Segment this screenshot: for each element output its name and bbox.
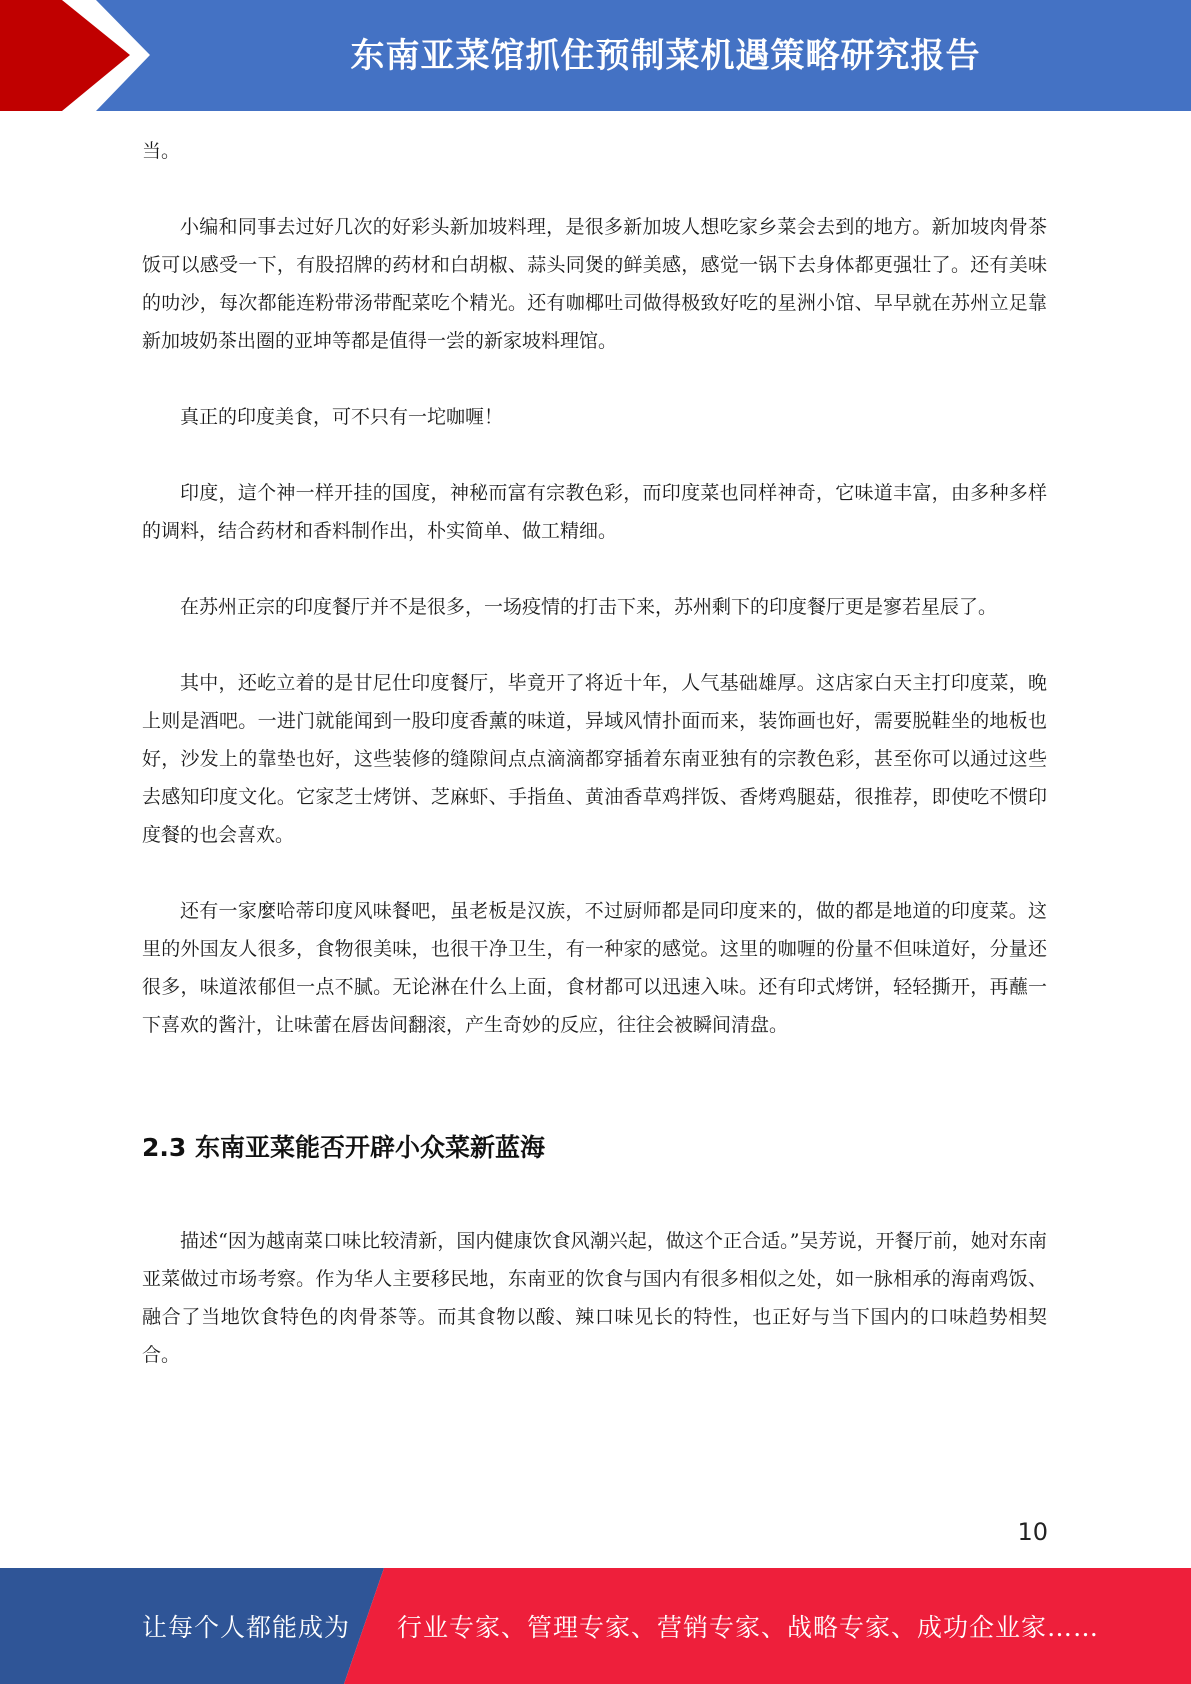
main-content bbox=[142, 132, 1047, 1374]
paragraph: 描述“因为越南菜口味比较清新，国内健康饮食风潮兴起，做这个正合适。”吴芳说，开餐厅前，她对东南亚菜做过市场考察。作为华人主要移民地，东南亚的饮食与国内有很多相似之处，如一脉相承的海南鸡饭、融合了当地饮食特色的肉骨茶等。而其食物以酸、辣口味见长的特性，也正好与当下国内的口味趋势相契合。 bbox=[142, 1230, 1047, 1366]
paragraph: 还有一家麼哈蒂印度风味餐吧，虽老板是汉族，不过厨师都是同印度来的，做的都是地道的印度菜。这里的外国友人很多，食物很美味，也很干净卫生，有一种家的感觉。这里的咖喱的份量不但味道好，分量还很多，味道浓郁但一点不腻。无论淋在什么上面，食材都可以迅速入味。还有印式烤饼，轻轻撕开，再蘸一下喜欢的酱汁，让味蕾在唇齿间翻滚，产生奇妙的反应，往往会被瞬间清盘。 bbox=[142, 900, 1047, 1036]
paragraph: 印度，這个神一样开挂的国度，神秘而富有宗教色彩，而印度菜也同样神奇，它味道丰富，由多种多样的调料，结合药材和香料制作出，朴实简单、做工精细。 bbox=[142, 482, 1047, 542]
paragraph: 小编和同事去过好几次的好彩头新加坡料理，是很多新加坡人想吃家乡菜会去到的地方。新加坡肉骨茶饭可以感受一下，有股招牌的药材和白胡椒、蒜头同煲的鲜美感，感觉一锅下去身体都更强壮了。还有美味的叻沙，每次都能连粉带汤带配菜吃个精光。还有咖椰吐司做得极致好吃的星洲小馆、早早就在苏州立足靠新加坡奶茶出圈的亚坤等都是值得一尝的新家坡料理馆。 bbox=[142, 216, 1047, 352]
page-header bbox=[0, 0, 1191, 111]
footer-slogan-left: 让每个人都能成为 bbox=[142, 1613, 351, 1642]
footer-slogan-right: 行业专家、管理专家、营销专家、战略专家、成功企业家…… bbox=[397, 1613, 1100, 1642]
paragraph: 真正的印度美食，可不只有一坨咖喱！ bbox=[180, 406, 504, 428]
report-title: 东南亚菜馆抓住预制菜机遇策略研究报告 bbox=[350, 35, 981, 76]
paragraph: 在苏州正宗的印度餐厅并不是很多，一场疫情的打击下来，苏州剩下的印度餐厅更是寥若星辰了。 bbox=[180, 596, 998, 618]
section-heading: 2.3 东南亚菜能否开辟小众菜新蓝海 bbox=[142, 1133, 545, 1162]
paragraph: 其中，还屹立着的是甘尼仕印度餐厅，毕竟开了将近十年，人气基础雄厚。这店家白天主打印度菜，晚上则是酒吧。一进门就能闻到一股印度香薰的味道，异域风情扑面而来，装饰画也好，需要脱鞋坐的地板也好，沙发上的靠垫也好，这些装修的缝隙间点点滴滴都穿插着东南亚独有的宗教色彩，甚至你可以通过这些去感知印度文化。它家芝士烤饼、芝麻虾、手指鱼、黄油香草鸡拌饭、香烤鸡腿菇，很推荐，即使吃不惯印度餐的也会喜欢。 bbox=[142, 672, 1047, 846]
paragraph-continuation: 当。 bbox=[142, 140, 181, 162]
page-footer bbox=[0, 1568, 1191, 1684]
page-number: 10 bbox=[1017, 1518, 1048, 1546]
